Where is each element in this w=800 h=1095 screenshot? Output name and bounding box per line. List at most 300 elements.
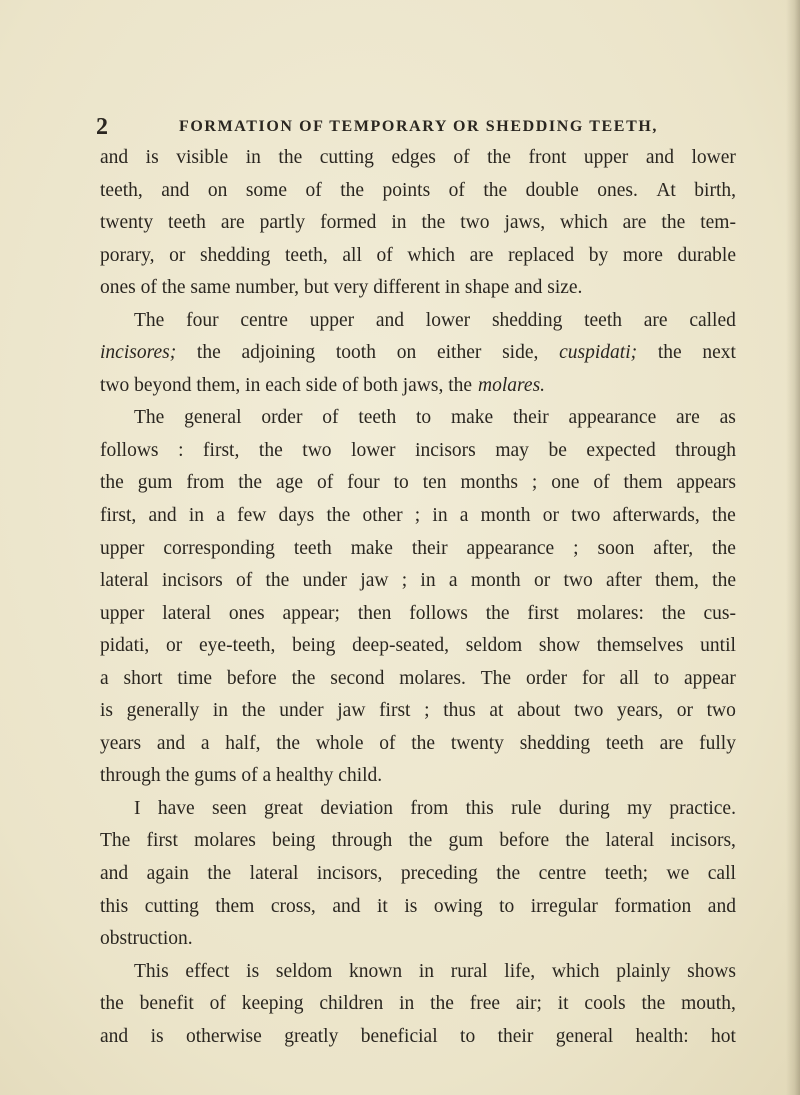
word: incisors, xyxy=(670,830,736,852)
word: shedding xyxy=(519,732,591,754)
word: the xyxy=(641,993,666,1015)
word: the xyxy=(661,212,686,234)
word: before xyxy=(226,667,277,689)
word: their xyxy=(513,407,549,429)
word: soon xyxy=(597,537,635,559)
word: of xyxy=(376,244,393,266)
word: teeth; xyxy=(604,863,649,885)
word: front xyxy=(528,147,567,168)
word: the xyxy=(408,830,433,852)
word: appear; xyxy=(282,602,340,624)
word: in xyxy=(188,505,205,527)
word: after xyxy=(606,570,642,592)
word: owing xyxy=(433,895,483,917)
word: jaw xyxy=(360,570,389,592)
word: and xyxy=(156,732,186,754)
word: of xyxy=(593,472,610,494)
word: during xyxy=(558,797,610,819)
word: the xyxy=(276,732,301,754)
word: two xyxy=(574,700,604,722)
word: and xyxy=(100,147,129,168)
word: are xyxy=(676,407,700,429)
word: ones xyxy=(228,602,265,624)
text-line xyxy=(100,760,736,793)
text-line xyxy=(100,663,736,696)
word: ; xyxy=(414,505,421,527)
word: of xyxy=(379,732,396,754)
word: lateral xyxy=(249,863,299,885)
word: tooth xyxy=(335,342,376,364)
word: time xyxy=(177,667,213,689)
word: on xyxy=(396,342,417,364)
word: teeth, xyxy=(100,179,143,201)
word: other xyxy=(362,505,403,527)
word: cutting xyxy=(319,147,374,168)
word: side, xyxy=(502,342,539,364)
word: seldom xyxy=(275,960,333,982)
word: and xyxy=(161,179,190,201)
text-line xyxy=(100,695,736,728)
word: ; xyxy=(531,472,538,494)
word: appear xyxy=(683,667,736,689)
word: in xyxy=(399,993,415,1015)
word: my xyxy=(627,797,653,819)
text-line xyxy=(100,858,736,891)
word: either xyxy=(436,342,482,364)
word: be xyxy=(548,439,567,461)
word: in xyxy=(418,960,434,982)
word: the xyxy=(411,732,436,754)
text-line xyxy=(100,923,736,956)
word: to xyxy=(499,895,515,917)
word: which xyxy=(560,212,608,234)
word: corresponding xyxy=(163,537,275,559)
word: to xyxy=(416,407,432,429)
word: from xyxy=(410,797,449,819)
word: seen xyxy=(212,797,247,819)
word: and xyxy=(100,863,129,885)
text-line xyxy=(100,500,736,533)
word: or xyxy=(542,505,559,527)
word: molares: xyxy=(576,602,644,624)
word: the xyxy=(485,602,510,624)
word: second xyxy=(330,667,385,689)
word: general xyxy=(184,407,242,429)
text-run: through the gums of a healthy child. xyxy=(100,765,383,787)
word: known xyxy=(349,960,403,982)
word: through xyxy=(675,439,736,461)
word: durable xyxy=(677,244,736,266)
text-line xyxy=(100,272,736,305)
text-line xyxy=(100,565,736,598)
word: two xyxy=(460,212,490,234)
text-line xyxy=(100,240,736,273)
word: irregular xyxy=(530,895,598,917)
word: short xyxy=(123,667,163,689)
word: appearance xyxy=(466,537,555,559)
word: of xyxy=(235,570,253,592)
word: twenty xyxy=(450,732,504,754)
word: in xyxy=(420,570,436,592)
word: lower xyxy=(425,309,471,331)
word: again xyxy=(146,863,189,885)
word: being xyxy=(272,830,316,852)
word: keeping xyxy=(241,993,304,1015)
word: : xyxy=(178,439,184,461)
word: health: xyxy=(635,1025,689,1047)
word: lateral xyxy=(162,602,212,624)
word: first xyxy=(146,830,178,852)
word: appears xyxy=(676,472,736,494)
word: mouth, xyxy=(681,993,736,1015)
word: then xyxy=(357,602,392,624)
word: first xyxy=(527,602,559,624)
word: in xyxy=(212,700,229,722)
word: them, xyxy=(655,570,699,592)
word: of xyxy=(305,179,322,201)
word: is xyxy=(150,1025,164,1047)
word: cross, xyxy=(270,895,316,917)
word: the xyxy=(657,342,682,364)
word: The xyxy=(100,830,131,852)
text-line xyxy=(100,370,736,403)
word: adjoining xyxy=(241,342,316,364)
word: jaw xyxy=(337,700,366,722)
word: of xyxy=(322,407,339,429)
word: partly xyxy=(259,212,306,234)
word: first, xyxy=(100,505,137,527)
word: This xyxy=(134,960,169,982)
word: few xyxy=(237,505,267,527)
word: general xyxy=(555,1025,614,1047)
word: greatly xyxy=(284,1025,339,1047)
word: all xyxy=(342,244,362,266)
word: years xyxy=(100,732,142,754)
word: cutting xyxy=(144,895,199,917)
word: or xyxy=(169,244,186,266)
word: and xyxy=(148,505,177,527)
text-run: ones of the same number, but very different in shape and size. xyxy=(100,277,583,299)
word: in xyxy=(245,147,261,168)
word: the xyxy=(100,993,124,1015)
text-line xyxy=(100,956,736,989)
word: replaced xyxy=(508,244,575,266)
word: porary, xyxy=(100,244,155,266)
word: the xyxy=(326,505,351,527)
word: lateral xyxy=(100,570,149,592)
word: teeth xyxy=(168,212,206,234)
word: seldom xyxy=(465,635,523,657)
word: visible xyxy=(176,147,229,168)
word: or xyxy=(533,570,551,592)
word: it xyxy=(376,895,388,917)
word: the xyxy=(207,863,232,885)
page-number: 2 xyxy=(96,114,108,140)
word: at xyxy=(489,700,504,722)
word: two xyxy=(571,505,601,527)
word: jaws, xyxy=(504,212,546,234)
word: points xyxy=(382,179,431,201)
word: preceding xyxy=(400,863,478,885)
word: are xyxy=(659,732,684,754)
word: this xyxy=(465,797,494,819)
word: a xyxy=(448,570,458,592)
word: upper xyxy=(100,602,145,624)
word: first, xyxy=(203,439,240,461)
word: is xyxy=(100,700,114,722)
word: the xyxy=(712,570,736,592)
word: gum xyxy=(137,472,173,494)
word: whole xyxy=(315,732,364,754)
word: At xyxy=(656,179,676,201)
word: practice. xyxy=(669,797,736,819)
word: through xyxy=(331,830,393,852)
word: the xyxy=(712,537,736,559)
word: incisores; xyxy=(100,342,177,364)
word: is xyxy=(145,147,159,168)
word: it xyxy=(557,993,569,1015)
word: the xyxy=(496,863,521,885)
word: some xyxy=(245,179,288,201)
text-line xyxy=(100,142,736,175)
word: lower xyxy=(351,439,396,461)
word: about xyxy=(517,700,561,722)
word: years, xyxy=(617,700,664,722)
text-line xyxy=(100,825,736,858)
word: first xyxy=(379,700,411,722)
word: and xyxy=(100,1025,129,1047)
word: a xyxy=(100,667,109,689)
word: The xyxy=(134,309,165,331)
word: shedding xyxy=(491,309,563,331)
text-run: two beyond them, in each side of both jaws, the xyxy=(100,374,473,396)
text-line xyxy=(100,891,736,924)
word: the xyxy=(421,212,446,234)
word: incisors xyxy=(415,439,476,461)
word: benefit xyxy=(139,993,194,1015)
word: ; xyxy=(573,537,579,559)
word: incisors, xyxy=(316,863,383,885)
word: upper xyxy=(309,309,355,331)
word: eye-teeth, xyxy=(199,635,276,657)
word: expected xyxy=(586,439,656,461)
word: to xyxy=(653,667,670,689)
word: ; xyxy=(424,700,430,722)
italic-term: molares. xyxy=(478,374,546,396)
word: the xyxy=(711,505,736,527)
word: tem- xyxy=(700,212,736,234)
text-line xyxy=(100,207,736,240)
word: from xyxy=(186,472,225,494)
word: four xyxy=(186,309,219,331)
word: of xyxy=(316,472,334,494)
word: birth, xyxy=(694,179,736,201)
word: double xyxy=(525,179,579,201)
word: the xyxy=(265,570,290,592)
text-line xyxy=(100,435,736,468)
word: the xyxy=(565,830,590,852)
word: deep-seated, xyxy=(352,635,450,657)
word: we xyxy=(666,863,690,885)
word: the xyxy=(483,179,508,201)
word: of xyxy=(448,179,465,201)
word: upper xyxy=(100,537,145,559)
word: teeth xyxy=(358,407,397,429)
word: days xyxy=(278,505,315,527)
word: of xyxy=(453,147,470,168)
word: their xyxy=(411,537,448,559)
word: until xyxy=(700,635,736,657)
word: month xyxy=(470,570,521,592)
word: hot xyxy=(711,1025,736,1047)
word: the xyxy=(258,439,283,461)
word: as xyxy=(719,407,736,429)
word: more xyxy=(622,244,663,266)
word: to xyxy=(393,472,409,494)
word: two xyxy=(302,439,332,461)
word: them xyxy=(623,472,663,494)
text-line xyxy=(100,1021,736,1054)
word: thus xyxy=(443,700,476,722)
word: all xyxy=(619,667,640,689)
word: afterwards, xyxy=(612,505,700,527)
word: the xyxy=(430,993,454,1015)
word: cus- xyxy=(703,602,736,624)
word: follows xyxy=(409,602,468,624)
word: generally xyxy=(126,700,200,722)
word: is xyxy=(404,895,418,917)
text-line xyxy=(100,337,736,370)
word: show xyxy=(538,635,581,657)
word: air; xyxy=(515,993,542,1015)
word: to xyxy=(460,1025,476,1047)
word: deviation xyxy=(320,797,393,819)
text-line xyxy=(100,467,736,500)
word: the xyxy=(291,667,316,689)
word: are xyxy=(469,244,494,266)
word: the xyxy=(100,472,124,494)
word: are xyxy=(220,212,245,234)
word: in xyxy=(391,212,407,234)
word: plainly xyxy=(616,960,671,982)
word: edges xyxy=(391,147,436,168)
word: lower xyxy=(691,147,736,168)
word: ; xyxy=(401,570,408,592)
word: have xyxy=(157,797,195,819)
word: cuspidati; xyxy=(559,342,638,364)
text-line xyxy=(100,988,736,1021)
word: called xyxy=(689,309,736,331)
word: months xyxy=(460,472,518,494)
word: next xyxy=(702,342,736,364)
word: for xyxy=(581,667,605,689)
word: molares xyxy=(194,830,256,852)
word: and xyxy=(707,895,736,917)
word: being xyxy=(292,635,336,657)
word: cools xyxy=(584,993,626,1015)
word: centre xyxy=(240,309,288,331)
body-text xyxy=(100,142,736,1053)
word: one xyxy=(551,472,580,494)
word: may xyxy=(495,439,529,461)
word: shedding xyxy=(199,244,271,266)
text-line xyxy=(100,793,736,826)
word: incisors xyxy=(162,570,223,592)
word: effect xyxy=(185,960,230,982)
word: teeth, xyxy=(285,244,328,266)
word: teeth xyxy=(605,732,644,754)
word: teeth xyxy=(584,309,623,331)
word: two xyxy=(706,700,736,722)
word: four xyxy=(347,472,380,494)
word: or xyxy=(166,635,183,657)
word: gum xyxy=(448,830,484,852)
word: of xyxy=(209,993,226,1015)
word: a xyxy=(216,505,225,527)
word: and xyxy=(332,895,361,917)
text-line xyxy=(100,305,736,338)
word: two xyxy=(563,570,593,592)
word: the xyxy=(241,700,266,722)
word: half, xyxy=(225,732,261,754)
word: the xyxy=(238,472,263,494)
word: under xyxy=(302,570,347,592)
word: otherwise xyxy=(185,1025,262,1047)
word: make xyxy=(450,407,494,429)
word: month xyxy=(480,505,531,527)
word: shows xyxy=(687,960,736,982)
word: order xyxy=(525,667,568,689)
word: twenty xyxy=(100,212,154,234)
word: The xyxy=(134,407,165,429)
word: which xyxy=(551,960,600,982)
running-title: FORMATION OF TEMPORARY OR SHEDDING TEETH, xyxy=(179,118,658,135)
word: age xyxy=(275,472,304,494)
word: call xyxy=(707,863,736,885)
word: beneficial xyxy=(360,1025,438,1047)
word: rural xyxy=(450,960,488,982)
word: The xyxy=(480,667,512,689)
word: the xyxy=(487,147,511,168)
word: themselves xyxy=(596,635,684,657)
word: molares. xyxy=(399,667,466,689)
word: make xyxy=(350,537,393,559)
text-line xyxy=(100,598,736,631)
word: their xyxy=(497,1025,534,1047)
word: upper xyxy=(583,147,629,168)
word: in xyxy=(432,505,448,527)
word: rule xyxy=(511,797,542,819)
word: under xyxy=(279,700,324,722)
word: the xyxy=(278,147,303,168)
word: or xyxy=(676,700,693,722)
word: this xyxy=(100,895,129,917)
word: the xyxy=(661,602,686,624)
word: appearance xyxy=(568,407,657,429)
word: lateral xyxy=(605,830,655,852)
word: I xyxy=(134,797,141,819)
word: by xyxy=(588,244,609,266)
word: life, xyxy=(504,960,536,982)
word: formation xyxy=(614,895,692,917)
word: are xyxy=(622,212,647,234)
word: before xyxy=(499,830,550,852)
text-line xyxy=(100,630,736,663)
word: ten xyxy=(422,472,447,494)
word: on xyxy=(207,179,228,201)
word: the xyxy=(196,342,221,364)
text-run: obstruction. xyxy=(100,928,193,950)
